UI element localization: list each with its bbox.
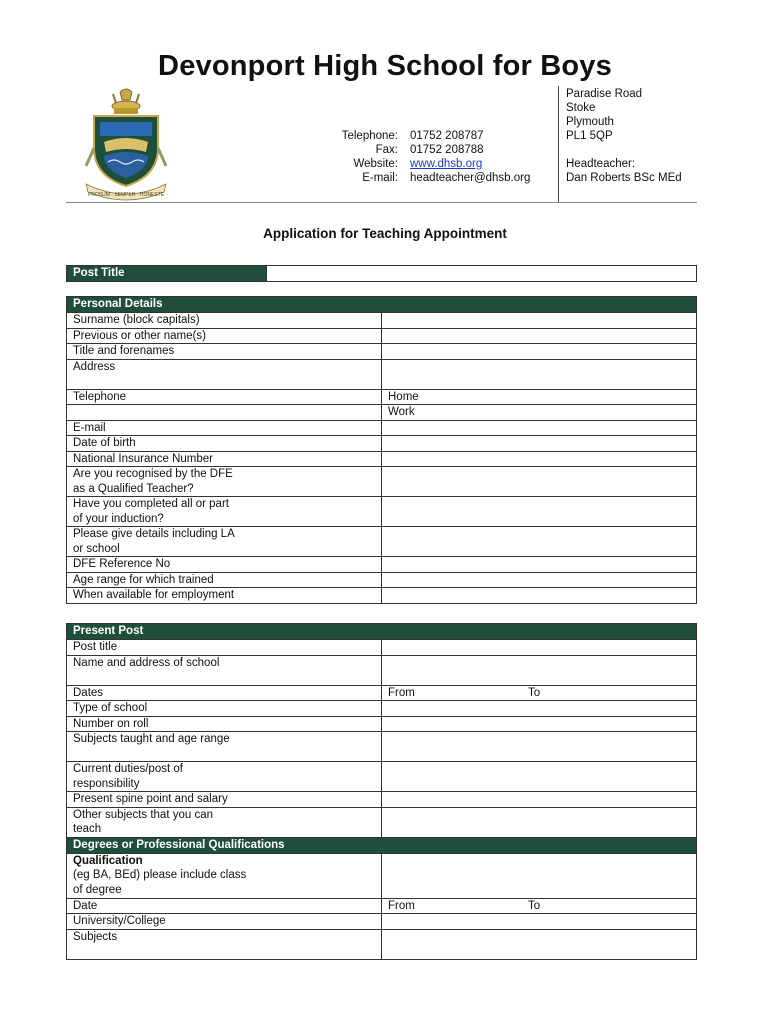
details-la-line: or school bbox=[73, 542, 120, 555]
dob-field[interactable] bbox=[382, 436, 697, 452]
website-label: Website: bbox=[353, 158, 398, 170]
telephone-blank-label bbox=[67, 405, 382, 421]
number-roll-label: Number on roll bbox=[67, 716, 382, 732]
available-label: When available for employment bbox=[67, 588, 382, 604]
website-link[interactable]: www.dhsb.org bbox=[410, 158, 483, 170]
other-subjects-field[interactable] bbox=[382, 807, 697, 837]
induction-line: of your induction? bbox=[73, 512, 164, 525]
surname-label: Surname (block capitals) bbox=[67, 313, 382, 329]
present-post-title-field[interactable] bbox=[382, 640, 697, 656]
fax-label: Fax: bbox=[375, 144, 398, 156]
dfe-recognised-field[interactable] bbox=[382, 467, 697, 497]
address-line: Plymouth bbox=[566, 116, 614, 128]
qualification-field[interactable] bbox=[382, 853, 697, 898]
contact-details bbox=[300, 129, 550, 185]
post-title-label: Post title bbox=[67, 640, 382, 656]
dfe-recognised-label bbox=[67, 467, 382, 497]
university-label: University/College bbox=[67, 914, 382, 930]
qual-to-label: To bbox=[528, 899, 541, 912]
name-address-field[interactable] bbox=[382, 655, 697, 685]
address-field[interactable] bbox=[382, 359, 697, 389]
other-subjects-label bbox=[67, 807, 382, 837]
university-field[interactable] bbox=[382, 914, 697, 930]
email-row bbox=[300, 171, 550, 185]
address-line: Stoke bbox=[566, 102, 596, 114]
email-field[interactable] bbox=[382, 420, 697, 436]
form-title: Application for Teaching Appointment bbox=[263, 226, 507, 241]
subjects-taught-field[interactable] bbox=[382, 732, 697, 762]
address-line: PL1 5QP bbox=[566, 130, 613, 142]
qualification-note: of degree bbox=[73, 883, 122, 896]
address-line: Paradise Road bbox=[566, 88, 643, 100]
work-label: Work bbox=[388, 406, 415, 418]
duties-line: responsibility bbox=[73, 777, 140, 790]
name-address-label: Name and address of school bbox=[67, 655, 382, 685]
dates-field[interactable] bbox=[382, 685, 697, 701]
email-label: E-mail bbox=[67, 420, 382, 436]
home-phone-field[interactable] bbox=[382, 389, 697, 405]
previous-names-field[interactable] bbox=[382, 328, 697, 344]
dfe-ref-label: DFE Reference No bbox=[67, 557, 382, 573]
qual-date-label: Date bbox=[67, 898, 382, 914]
address-label: Address bbox=[67, 359, 382, 389]
induction-field[interactable] bbox=[382, 497, 697, 527]
duties-line: Current duties/post of bbox=[73, 763, 183, 775]
qualification-label bbox=[67, 853, 382, 898]
post-title-table bbox=[66, 265, 697, 282]
duties-field[interactable] bbox=[382, 762, 697, 792]
other-subjects-line: teach bbox=[73, 823, 102, 835]
qualification-note: (eg BA, BEd) please include class bbox=[73, 869, 247, 881]
surname-field[interactable] bbox=[382, 313, 697, 329]
subjects-taught-label: Subjects taught and age range bbox=[67, 732, 382, 762]
title-forenames-label: Title and forenames bbox=[67, 344, 382, 360]
header-divider bbox=[66, 202, 697, 203]
details-la-label bbox=[67, 527, 382, 557]
post-title-field[interactable] bbox=[267, 266, 697, 282]
telephone-value: 01752 208787 bbox=[410, 130, 484, 142]
duties-label bbox=[67, 762, 382, 792]
work-phone-field[interactable] bbox=[382, 405, 697, 421]
ni-number-label: National Insurance Number bbox=[67, 451, 382, 467]
subjects-label: Subjects bbox=[67, 929, 382, 959]
dfe-ref-field[interactable] bbox=[382, 557, 697, 573]
email-label: E-mail: bbox=[362, 172, 398, 184]
present-post-heading: Present Post bbox=[67, 624, 697, 640]
type-school-field[interactable] bbox=[382, 701, 697, 717]
from-label: From bbox=[388, 686, 415, 699]
school-crest-logo bbox=[80, 86, 172, 204]
header-divider-vertical bbox=[558, 86, 559, 202]
qualification-title: Qualification bbox=[73, 854, 143, 867]
personal-details-heading: Personal Details bbox=[67, 297, 697, 313]
crest-motto: PROSUM · SEMPER · HONESTE bbox=[87, 192, 165, 198]
telephone-row bbox=[300, 129, 550, 143]
present-post-table bbox=[66, 623, 697, 960]
dob-label: Date of birth bbox=[67, 436, 382, 452]
qualifications-heading: Degrees or Professional Qualifications bbox=[67, 837, 697, 853]
post-title-label: Post Title bbox=[67, 266, 267, 282]
ni-number-field[interactable] bbox=[382, 451, 697, 467]
spine-point-field[interactable] bbox=[382, 792, 697, 808]
available-field[interactable] bbox=[382, 588, 697, 604]
dfe-recognised-line: Are you recognised by the DFE bbox=[73, 468, 233, 480]
to-label: To bbox=[528, 686, 541, 699]
induction-label bbox=[67, 497, 382, 527]
details-la-line: Please give details including LA bbox=[73, 528, 235, 540]
school-address bbox=[566, 87, 682, 185]
dfe-recognised-line: as a Qualified Teacher? bbox=[73, 482, 194, 495]
qual-from-label: From bbox=[388, 899, 415, 912]
type-school-label: Type of school bbox=[67, 701, 382, 717]
home-label: Home bbox=[388, 390, 419, 403]
email-value: headteacher@dhsb.org bbox=[410, 172, 531, 184]
induction-line: Have you completed all or part bbox=[73, 498, 229, 510]
headteacher-label: Headteacher: bbox=[566, 158, 636, 170]
previous-names-label: Previous or other name(s) bbox=[67, 328, 382, 344]
school-name: Devonport High School for Boys bbox=[158, 50, 612, 82]
other-subjects-line: Other subjects that you can bbox=[73, 808, 213, 821]
spine-point-label: Present spine point and salary bbox=[67, 792, 382, 808]
telephone-label: Telephone bbox=[67, 389, 382, 405]
fax-row bbox=[300, 143, 550, 157]
details-la-field[interactable] bbox=[382, 527, 697, 557]
headteacher-name: Dan Roberts BSc MEd bbox=[566, 172, 682, 184]
personal-details-table bbox=[66, 296, 697, 604]
subjects-field[interactable] bbox=[382, 929, 697, 959]
dates-label: Dates bbox=[67, 685, 382, 701]
qual-date-field[interactable] bbox=[382, 898, 697, 914]
post-title-row bbox=[67, 266, 697, 282]
number-roll-field[interactable] bbox=[382, 716, 697, 732]
telephone-label: Telephone: bbox=[341, 130, 398, 142]
age-range-field[interactable] bbox=[382, 572, 697, 588]
fax-value: 01752 208788 bbox=[410, 144, 484, 156]
title-forenames-field[interactable] bbox=[382, 344, 697, 360]
age-range-label: Age range for which trained bbox=[67, 572, 382, 588]
website-row bbox=[300, 157, 550, 171]
